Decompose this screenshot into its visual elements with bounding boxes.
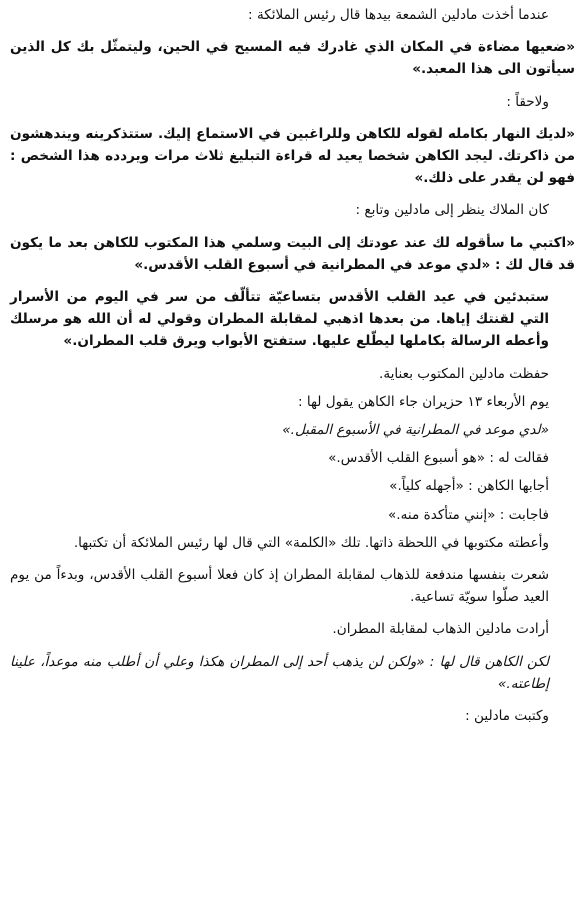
paragraph-9: يوم الأربعاء ١٣ حزيران جاء الكاهن يقول لها : — [297, 393, 549, 410]
paragraph-3: ولاحقاً : — [506, 93, 549, 110]
document-page — [10, 4, 575, 900]
paragraph-2: «ضعيها مضاءة في المكان الذي غادرك فيه المسيح في الحين، وليتمثّل بك كل الذين سيأتون الى هذا المعبد.» — [10, 39, 575, 78]
paragraph-12: أجابها الكاهن : «أجهله كلياً.» — [389, 478, 549, 495]
paragraph-5: كان الملاك ينظر إلى مادلين وتابع : — [355, 202, 549, 219]
paragraph-1: عندما أخذت مادلين الشمعة بيدها قال رئيس الملائكة : — [248, 7, 549, 23]
paragraph-13: فاجابت : «إنني متأكدة منه.» — [387, 506, 549, 523]
paragraph-18: وكتبت مادلين : — [465, 708, 549, 725]
paragraph-8: حفظت مادلين المكتوب بعناية. — [379, 365, 549, 382]
paragraph-16: أرادت مادلين الذهاب لمقابلة المطران. — [332, 621, 549, 638]
paragraph-6: «اكتبي ما سأقوله لك عند عودتك إلى البيت وسلمي هذا المكتوب للكاهن بعد ما يكون قد قال لك : «لدي موعد في المطرانية في أسبوع القلب الأقدس.» — [10, 234, 575, 273]
paragraph-10: «لدي موعد في المطرانية في الأسبوع المقبل.» — [282, 422, 549, 439]
paragraph-11: فقالت له : «هو أسبوع القلب الأقدس.» — [328, 450, 549, 467]
paragraph-17: لكن الكاهن قال لها : «ولكن لن يذهب أحد إلى المطران هكذا وعلي أن أطلب منه موعداً، علينا إطاعته.» — [10, 653, 549, 692]
paragraph-15: شعرت بنفسها مندفعة للذهاب لمقابلة المطران إذ كان فعلا أسبوع القلب الأقدس، وبدءاً من يوم العيد صلّوا سويّة تساعية. — [10, 567, 549, 606]
paragraph-7: ستبدئين في عيد القلب الأقدس بتساعيّة تتألّف من سر في اليوم من الأسرار التي لقنتك إياها. من بعدها اذهبي لمقابلة المطران وقولي له أن الله هو مرسلك وأعطه الرسالة بكاملها ليطّلع عليها. ستفتح الأبواب ويرق قلب المطران.» — [10, 289, 549, 350]
paragraph-14: وأعطته مكتوبها في اللحظة ذاتها. تلك «الكلمة» التي قال لها رئيس الملائكة أن تكتبها. — [73, 534, 549, 551]
paragraph-4: «لديك النهار بكامله لقوله للكاهن وللراغبين في الاستماع إليك. ستتذكرينه ويندهشون من ذاكرتك. ليجد الكاهن شخصا يعيد له قراءة التبليغ ثلاث مرات ويردده هذا الشخص : فهو لن يقدر على ذلك.» — [10, 125, 575, 187]
